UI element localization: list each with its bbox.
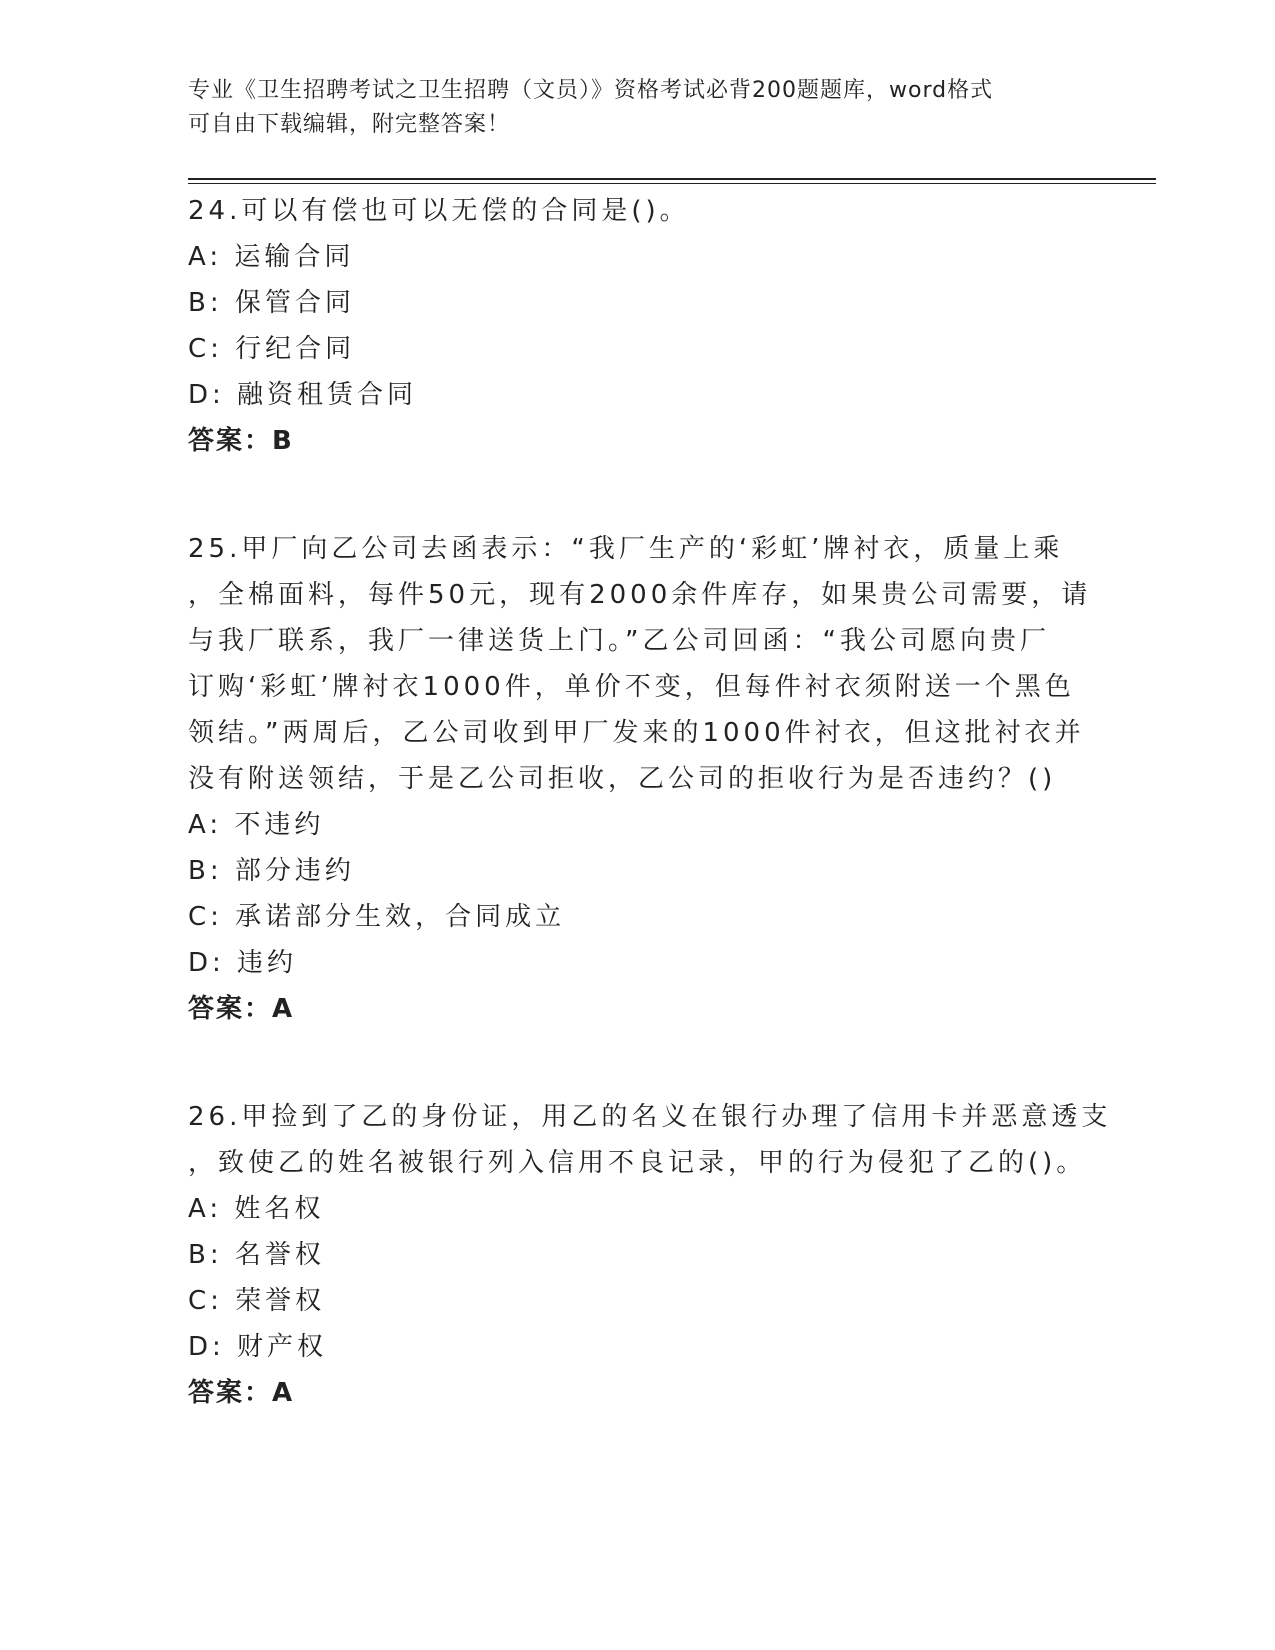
- question-stem: 领结。”两周后，乙公司收到甲厂发来的1000件衬衣，但这批衬衣并: [188, 718, 1085, 748]
- answer-label: 答案：A: [188, 994, 295, 1024]
- question-stem: ，全棉面料，每件50元，现有2000余件库存，如果贵公司需要，请: [188, 580, 1092, 610]
- option-c: C: 荣誉权: [188, 1286, 326, 1316]
- question-stem: 订购‘彩虹’牌衬衣1000件，单价不变，但每件衬衣须附送一个黑色: [188, 672, 1075, 702]
- question-stem: 没有附送领结，于是乙公司拒收，乙公司的拒收行为是否违约？(): [188, 764, 1057, 794]
- question-stem: 24.可以有偿也可以无偿的合同是()。: [188, 196, 690, 226]
- answer-label: 答案：B: [188, 426, 294, 456]
- header-divider: [188, 183, 1156, 184]
- question-list: [188, 188, 1112, 1416]
- question-24: [188, 188, 1088, 464]
- question-25: [188, 526, 1092, 1032]
- option-c: C: 承诺部分生效，合同成立: [188, 902, 566, 932]
- option-d: D: 融资租赁合同: [188, 380, 418, 410]
- answer-label: 答案：A: [188, 1378, 295, 1408]
- question-stem: 26.甲捡到了乙的身份证，用乙的名义在银行办理了信用卡并恶意透支: [188, 1102, 1112, 1132]
- question-stem: 与我厂联系，我厂一律送货上门。”乙公司回函：“我公司愿向贵厂: [188, 626, 1050, 656]
- option-a: A: 姓名权: [188, 1194, 325, 1224]
- question-spacer: [188, 1032, 1088, 1094]
- question-stem: 25.甲厂向乙公司去函表示：“我厂生产的‘彩虹’牌衬衣，质量上乘: [188, 534, 1064, 564]
- option-c: C: 行纪合同: [188, 334, 356, 364]
- option-a: A: 运输合同: [188, 242, 355, 272]
- option-b: B: 名誉权: [188, 1240, 325, 1270]
- option-b: B: 部分违约: [188, 856, 355, 886]
- option-d: D: 违约: [188, 948, 298, 978]
- document-header: [188, 74, 1078, 142]
- option-d: D: 财产权: [188, 1332, 328, 1362]
- option-b: B: 保管合同: [188, 288, 355, 318]
- option-a: A: 不违约: [188, 810, 325, 840]
- header-line: 专业《卫生招聘考试之卫生招聘（文员）》资格考试必背200题题库，word格式: [188, 78, 994, 103]
- header-divider: [188, 178, 1156, 180]
- header-line: 可自由下载编辑，附完整答案！: [188, 112, 511, 137]
- question-26: [188, 1094, 1112, 1416]
- question-stem: ，致使乙的姓名被银行列入信用不良记录，甲的行为侵犯了乙的()。: [188, 1148, 1087, 1178]
- question-spacer: [188, 464, 1088, 526]
